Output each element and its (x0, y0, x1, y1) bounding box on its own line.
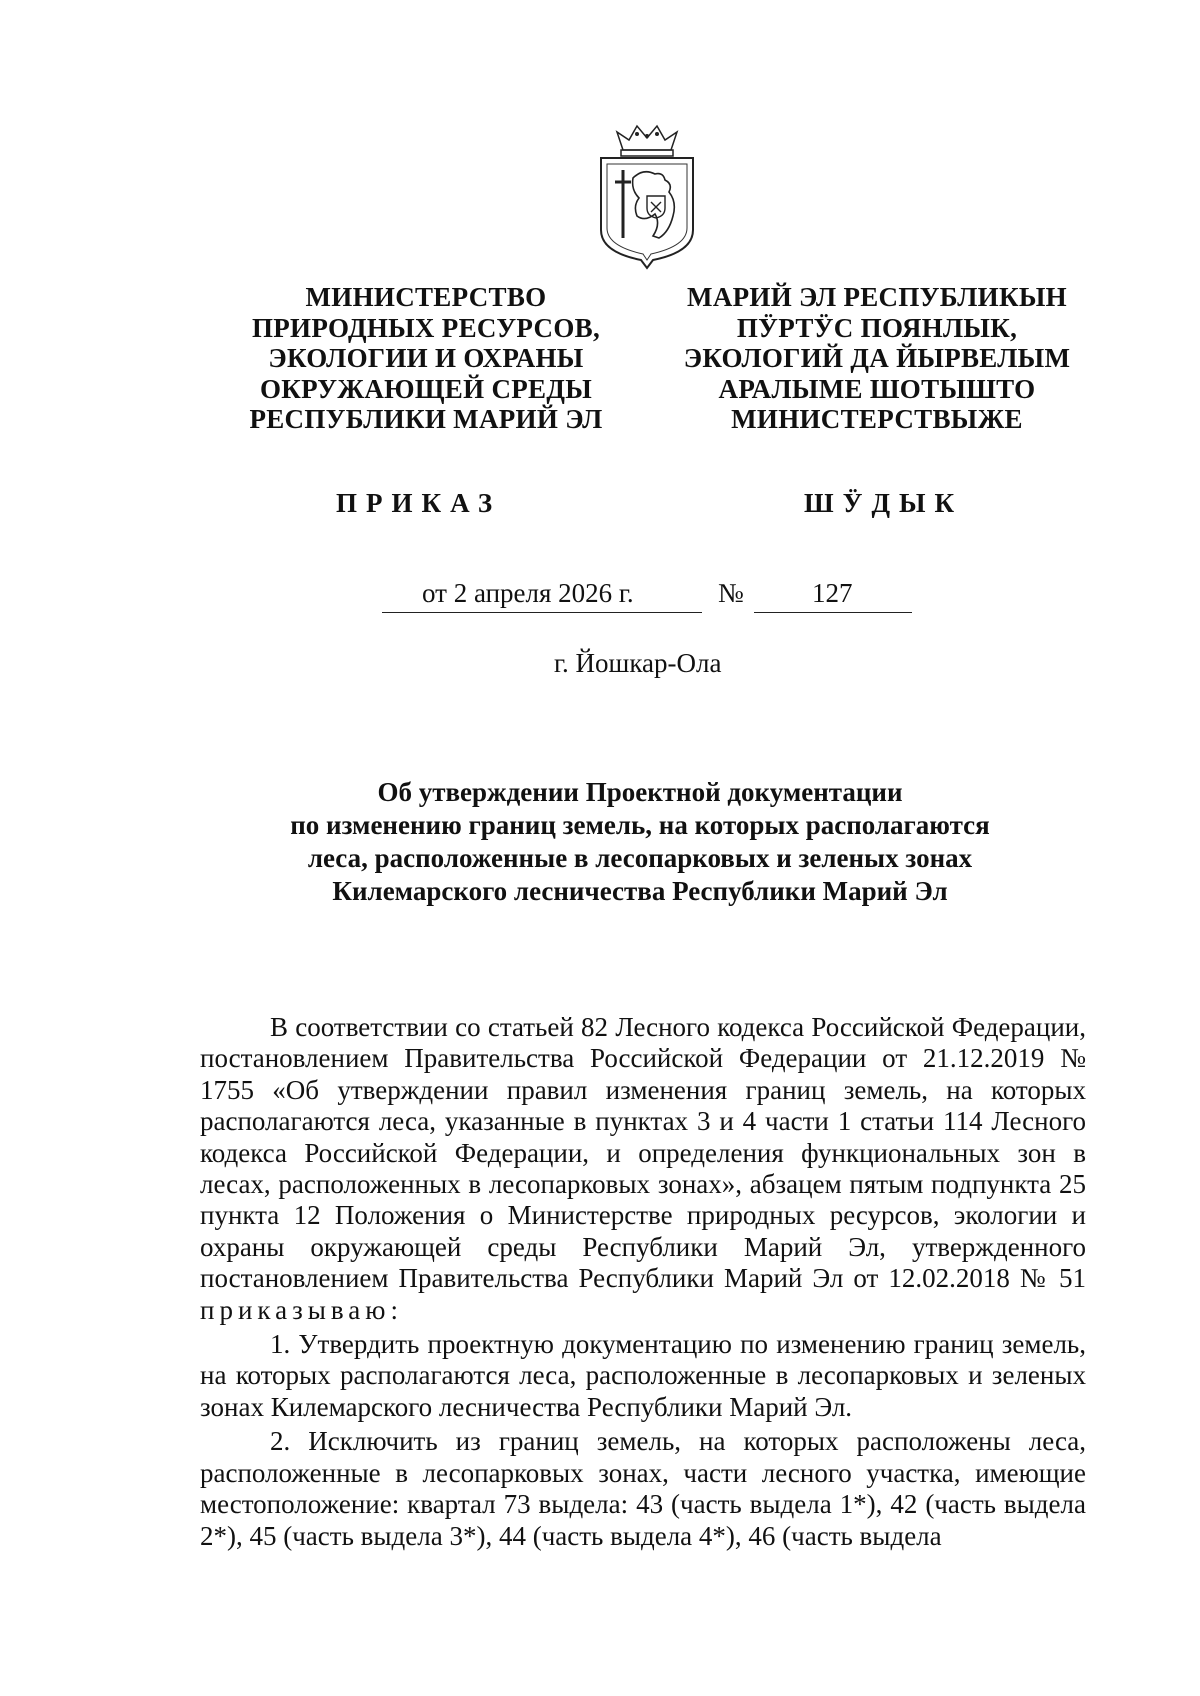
item-1-paragraph: 1. Утвердить проектную документацию по изменению границ земель, на которых располагаются леса, расположенные в лесопарковых и зеленых зонах Килемарского лесничества Республики Марий Эл. (200, 1329, 1086, 1422)
header-right-line: ПӰРТӰС ПОЯНЛЫК, (736, 312, 1018, 343)
header-left-line: ПРИРОДНЫХ РЕСУРСОВ, (251, 312, 601, 343)
header-right-line: МАРИЙ ЭЛ РЕСПУБЛИКЫН (687, 282, 1067, 312)
title-line: по изменению границ земель, на которых располагаются (290, 810, 990, 840)
document-body (200, 1012, 1086, 1552)
number-sign: № (718, 578, 744, 608)
title-line: Килемарского лесничества Республики Марий Эл (332, 876, 948, 906)
title-line: леса, расположенные в лесопарковых и зеленых зонах (307, 843, 973, 873)
header-left-line: ОКРУЖАЮЩЕЙ СРЕДЫ (259, 373, 593, 404)
preamble-paragraph (200, 1012, 1086, 1326)
item-2-paragraph: 2. Исключить из границ земель, на которых расположены леса, расположенные в лесопарковых зонах, части лесного участка, имеющие местоположение: квартал 73 выдела: 43 (часть выдела 1*), 42 (часть выдела 2*), 45 (часть выдела 3*), 44 (часть выдела 4*), 46 (часть выдела (200, 1426, 1086, 1551)
preamble-text: В соответствии со статьей 82 Лесного кодекса Российской Федерации, постановлением Правительства Российской Федерации от 21.12.2019 № 1755 «Об утверждении правил изменения границ земель, на которых располагаются леса, указанные в пунктах 3 и 4 части 1 статьи 114 Лесного кодекса Российской Федерации, и определения функциональных зон в лесах, расположенных в лесопарковых зонах», абзацем пятым подпункта 25 пункта 12 Положения о Министерстве природных ресурсов, экологии и охраны окружающей среды Республики Марий Эл, утвержденного постановлением Правительства Республики Марий Эл от 12.02.2018 № 51 (200, 1012, 1086, 1294)
header-left-line: ЭКОЛОГИИ И ОХРАНЫ (268, 343, 584, 373)
header-right-line: МИНИСТЕРСТВЫЖЕ (731, 404, 1023, 434)
city-name: г. Йошкар-Ола (554, 648, 722, 678)
order-word-russian: ПРИКАЗ (336, 488, 502, 518)
ministry-name-russian (236, 282, 616, 435)
coat-of-arms-emblem (593, 120, 701, 270)
order-word-mari: ШӰДЫК (804, 488, 964, 518)
order-verb: приказываю: (200, 1294, 403, 1325)
order-date: от 2 апреля 2026 г. (422, 578, 634, 608)
document-title (240, 776, 1040, 908)
header-left-line: РЕСПУБЛИКИ МАРИЙ ЭЛ (249, 404, 603, 434)
header-left-line: МИНИСТЕРСТВО (305, 282, 547, 312)
title-line: Об утверждении Проектной документации (377, 777, 903, 807)
order-number: 127 (812, 578, 853, 608)
header-right-line: АРАЛЫМЕ ШОТЫШТО (718, 373, 1036, 404)
header-right-line: ЭКОЛОГИЙ ДА ЙЫРВЕЛЫМ (683, 343, 1071, 373)
ministry-name-mari (672, 282, 1082, 435)
